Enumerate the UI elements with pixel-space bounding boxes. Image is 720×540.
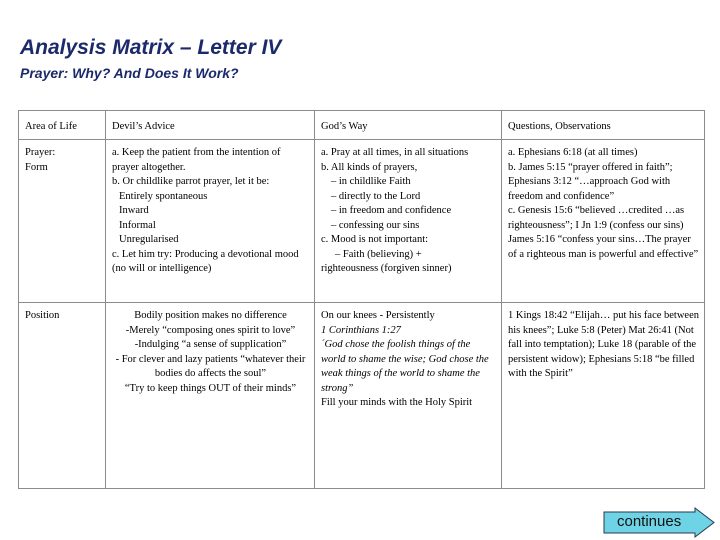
column-header-devil: Devil’s Advice (106, 111, 315, 140)
column-header-area: Area of Life (19, 111, 106, 140)
continue-button[interactable] (603, 507, 715, 538)
table-header-row (19, 111, 705, 140)
cell-line: Unregularised (119, 234, 179, 245)
cell-line: a. Pray at all times, in all situations (321, 147, 469, 158)
cell-line: Inward (119, 205, 149, 216)
cell-line: - For clever and lazy patients “whatever their bodies do affects the soul” (115, 353, 306, 379)
column-header-questions: Questions, Observations (502, 111, 705, 140)
cell-line: – Faith (believing) + (335, 248, 422, 260)
continue-label: continues (617, 513, 682, 530)
cell-line: Bodily position makes no difference (134, 310, 287, 321)
cell-line: c. Genesis 15:6 “believed …credited …as righteousness”; I Jn 1:9 (confess our sins) James 5:16 “confess your sins…The prayer of a righteous man is powerful and effective” (508, 205, 699, 260)
scripture-reference: 1 Corinthians 1:27 (321, 324, 401, 336)
devil-advice-cell (106, 140, 315, 303)
gods-way-cell (315, 140, 502, 303)
cell-line: “Try to keep things OUT of their minds” (124, 382, 297, 394)
cell-line: righteousness (forgiven sinner) (321, 263, 452, 274)
analysis-matrix-table (18, 110, 705, 489)
area-cell (19, 140, 106, 303)
cell-line: Fill your minds with the Holy Spirit (321, 397, 473, 408)
cell-line: c. Mood is not important: (321, 234, 429, 245)
cell-line: – in childlike Faith (331, 176, 411, 187)
cell-line: – directly to the Lord (331, 190, 421, 202)
cell-line: b. James 5:15 “prayer offered in faith”; (508, 161, 673, 173)
column-header-god: God’s Way (315, 111, 502, 140)
cell-line: Entirely spontaneous (119, 190, 208, 202)
cell-line: b. Or childlike parrot prayer, let it be: (112, 176, 270, 187)
table-row (19, 303, 705, 489)
page-subtitle: Prayer: Why? And Does It Work? (20, 65, 239, 81)
cell-line: c. Let him try: Producing a devotional mood (no will or intelligence) (112, 248, 299, 274)
cell-line: -Indulging “a sense of supplication” (134, 339, 287, 350)
gods-way-cell (315, 303, 502, 489)
area-label: Prayer: (25, 147, 56, 158)
cell-line: Ephesians 3:12 “…approach God with freedom and confidence” (508, 176, 671, 202)
page-title: Analysis Matrix – Letter IV (20, 36, 282, 59)
area-label: Form (25, 161, 48, 173)
devil-advice-cell (106, 303, 315, 489)
cell-line: b. All kinds of prayers, (321, 161, 418, 173)
scripture-quote: ´God chose the foolish things of the world to shame the wise; God chose the weak things of the world to shame the strong” (321, 339, 489, 394)
cell-line: – confessing our sins (331, 219, 420, 231)
area-cell (19, 303, 106, 489)
area-label: Position (25, 310, 60, 321)
cell-line: a. Keep the patient from the intention of prayer altogether. (112, 147, 281, 173)
table-row (19, 140, 705, 303)
cell-line: Informal (119, 219, 156, 231)
cell-line: On our knees - Persistently (321, 310, 435, 321)
questions-cell (502, 140, 705, 303)
cell-line: a. Ephesians 6:18 (at all times) (508, 147, 638, 158)
cell-line: – in freedom and confidence (331, 205, 452, 216)
cell-line: -Merely “composing ones spirit to love” (125, 324, 296, 336)
questions-cell (502, 303, 705, 489)
cell-line: 1 Kings 18:42 “Elijah… put his face between his knees”; Luke 5:8 (Peter) Mat 26:41 (Not fall into temptation); Luke 18 (parable of the persistent widow); Ephesians 5:18 “be filled with the Spirit” (508, 310, 699, 379)
